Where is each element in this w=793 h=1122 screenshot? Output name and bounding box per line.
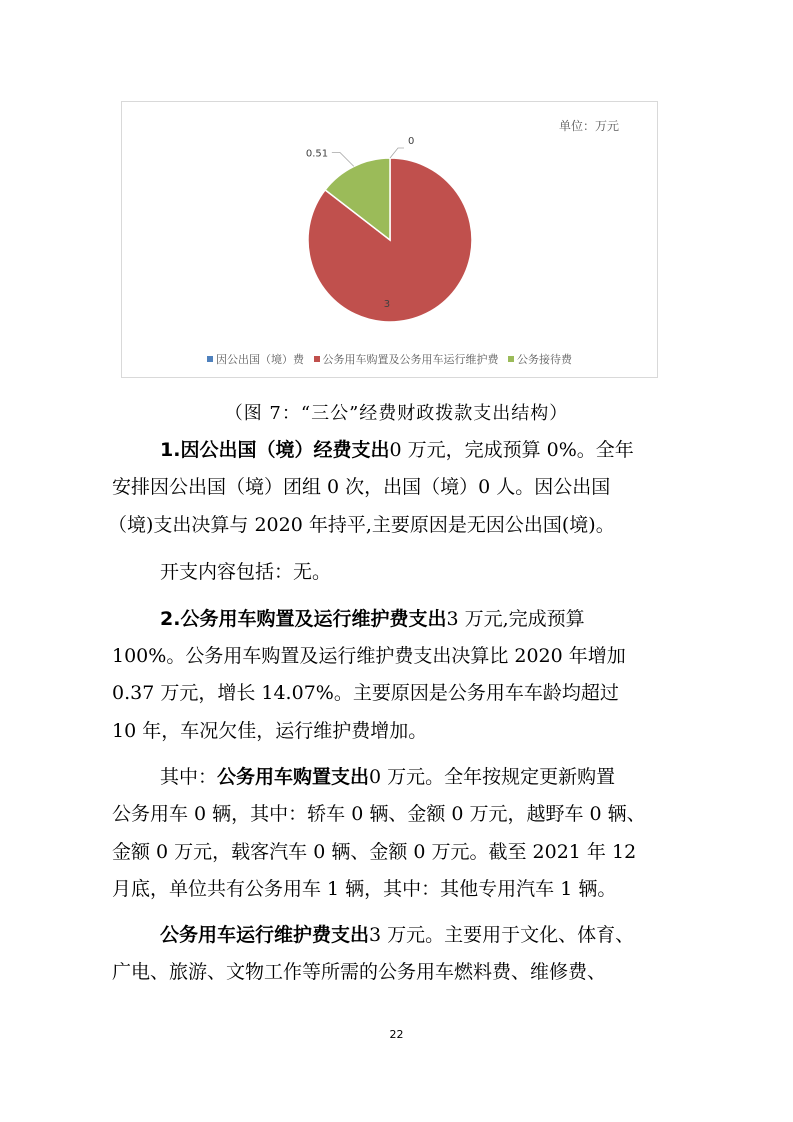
text: 3 万元。主要用于文化、体育、	[369, 924, 635, 946]
text-line: 100%。公务用车购置及运行维护费支出决算比 2020 年增加	[112, 645, 626, 667]
unit-label: 单位：万元	[559, 119, 620, 133]
section-heading: 2.公务用车购置及运行维护费支出	[160, 608, 447, 630]
legend-label: 公务用车购置及公务用车运行维护费	[322, 353, 499, 366]
text: 其中：	[160, 766, 218, 788]
leader-line-overseas	[390, 148, 404, 158]
section-heading: 公务用车运行维护费支出	[160, 924, 370, 946]
text-line: 金额 0 万元，载客汽车 0 辆、金额 0 万元。截至 2021 年 12	[112, 841, 637, 863]
text: 3 万元,完成预算	[446, 608, 585, 630]
pie-chart-svg	[122, 102, 659, 379]
text: 0 万元。全年按规定更新购置	[369, 766, 616, 788]
section-heading: 公务用车购置支出	[217, 766, 370, 788]
page-number: 22	[389, 1028, 404, 1041]
text-line	[160, 926, 634, 945]
data-label-overseas: 0	[408, 136, 415, 147]
text-line	[160, 768, 615, 787]
text-line: 安排因公出国（境）团组 0 次，出国（境）0 人。因公出国	[112, 476, 611, 498]
text-line: 开支内容包括：无。	[160, 561, 332, 583]
pie-chart	[121, 101, 658, 378]
legend-label: 公务接待费	[517, 353, 572, 366]
legend-swatch-red	[314, 356, 320, 362]
text-line: （境)支出决算与 2020 年持平,主要原因是无因公出国(境)。	[108, 514, 615, 536]
legend-item-reception	[508, 351, 572, 367]
text-line: 10 年，车况欠佳，运行维护费增加。	[112, 720, 428, 742]
legend-swatch-green	[508, 356, 514, 362]
legend-item-overseas	[207, 351, 304, 367]
text-line: 公务用车 0 辆，其中：轿车 0 辆、金额 0 万元，越野车 0 辆、	[112, 803, 646, 825]
text-line: 0.37 万元，增长 14.07%。主要原因是公务用车车龄均超过	[112, 682, 619, 704]
figure-caption: （图 7：“三公”经费财政拨款支出结构）	[224, 403, 569, 424]
data-label-reception: 0.51	[305, 148, 329, 160]
data-label-vehicle: 3	[383, 298, 391, 310]
text-line	[160, 610, 585, 629]
legend-swatch-blue	[207, 356, 213, 362]
chart-legend	[122, 351, 657, 367]
text-line: 月底，单位共有公务用车 1 辆，其中：其他专用汽车 1 辆。	[112, 878, 617, 900]
text-line: 广电、旅游、文物工作等所需的公务用车燃料费、维修费、	[112, 961, 607, 983]
leader-line-reception	[332, 152, 354, 166]
text-line	[160, 441, 634, 460]
section-heading: 1.因公出国（境）经费支出	[160, 439, 390, 461]
text: 0 万元，完成预算 0%。全年	[389, 439, 634, 461]
legend-item-vehicle	[314, 351, 499, 367]
legend-label: 因公出国（境）费	[216, 353, 304, 366]
